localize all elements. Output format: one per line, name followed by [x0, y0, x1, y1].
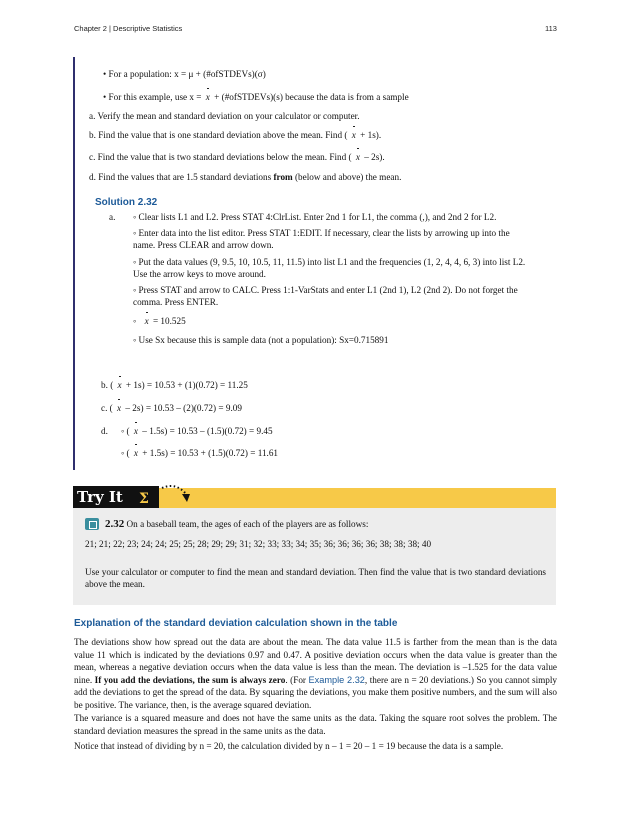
solution-d2-post: + 1.5s) = 10.53 + (1.5)(0.72) = 11.61 [142, 448, 279, 458]
try-it-title: Try It [77, 488, 123, 506]
solution-a-label: a. [109, 212, 116, 222]
example-sidebar-rule [73, 57, 75, 470]
solution-c [101, 402, 242, 414]
running-header-chapter: Chapter 2 | Descriptive Statistics [74, 24, 183, 33]
solution-a4: ◦ Press STAT and arrow to CALC. Press 1:1-VarStats and enter L1 (2nd 1), L2 (2nd 2). Do not forget the comma. Press ENTER. [133, 285, 518, 307]
solution-d1-post: – 1.5s) = 10.53 – (1.5)(0.72) = 9.45 [142, 426, 273, 436]
solution-b [101, 379, 248, 391]
explanation-paragraph-3: Notice that instead of dividing by n = 20, the calculation divided by n – 1 = 20 – 1 = 19 because the data is a sample. [74, 741, 504, 751]
solution-b-post: + 1s) = 10.53 + (1)(0.72) = 11.25 [125, 380, 248, 390]
step-c-pre: c. Find the value that is two standard deviations below the mean. Find ( [89, 152, 352, 162]
x-bar-symbol: x [205, 92, 210, 102]
solution-d-label: d. [101, 426, 108, 436]
x-bar-symbol: x [133, 426, 138, 436]
explanation-paragraph-2: The variance is a squared measure and does not have the same units as the data. Taking the square root solves the problem. The standard deviation measures the spread in the same units as the data. [74, 713, 557, 736]
solution-a5 [133, 315, 186, 327]
solution-c-post: – 2s) = 10.53 – (2)(0.72) = 9.09 [125, 403, 242, 413]
solution-d2 [121, 447, 278, 459]
explanation-heading: Explanation of the standard deviation calculation shown in the table [74, 618, 398, 629]
x-bar-symbol: x [355, 152, 360, 162]
x-bar-symbol: x [351, 130, 356, 140]
step-b [89, 129, 381, 141]
try-it-prompt: On a baseball team, the ages of each of the players are as follows: [126, 519, 369, 529]
try-it-tab [73, 486, 159, 509]
solution-a3: ◦ Put the data values (9, 9.5, 10, 10.5, 11, 11.5) into list L1 and the frequencies (1, 2, 4, 4, 6, 3) into list L2. Use the arrow keys to move around. [133, 257, 526, 279]
solution-a5-post: = 10.525 [152, 316, 186, 326]
explanation-paragraph-1 [74, 636, 557, 712]
try-it-number: 2.32 [105, 518, 125, 530]
explanation-p1-text-2: . (For [285, 674, 306, 685]
solution-d1-pre: ◦ ( [121, 426, 130, 436]
step-d-bold: from [273, 172, 293, 182]
step-c [89, 151, 385, 163]
x-bar-symbol: x [133, 448, 138, 458]
explanation-p1-text-3: , there are n = 20 deviations.) So you cannot simply add the deviations to get the spread of the data. By squaring the deviations, you make them positive numbers, and the sum will also be positive. The variance, then, is the average squared deviation. [74, 674, 558, 710]
bullet-example-pre: • For this example, use x = [103, 92, 202, 102]
bullet-population: • For a population: x = μ + (#ofSTDEVs)(σ) [103, 69, 266, 79]
x-bar-symbol: x [144, 316, 149, 326]
bullet-example-post: + (#ofSTDEVs)(s) because the data is from a sample [214, 92, 409, 102]
sigma-icon: Σ [139, 491, 149, 507]
step-b-pre: b. Find the value that is one standard deviation above the mean. Find ( [89, 130, 348, 140]
solution-d1 [121, 425, 273, 437]
dotted-arrow-icon [160, 482, 192, 506]
solution-a5-bullet: ◦ [133, 316, 137, 326]
step-d-pre: d. Find the values that are 1.5 standard deviations [89, 172, 272, 182]
page-number: 113 [545, 24, 557, 33]
solution-b-pre: b. ( [101, 380, 114, 390]
step-a: a. Verify the mean and standard deviation on your calculator or computer. [89, 111, 360, 121]
explanation-p1-text: The deviations show how spread out the data are about the mean. The data value 11.5 is farther from the mean than is the data value 11 which is indicated by the deviations 0.97 and 0.47. A positive deviation occurs when the data value is greater than the mean, whereas a negative deviation occurs when the data value is less than the mean. The deviation is –1.525 for the data value nine. [74, 637, 557, 685]
solution-d2-pre: ◦ ( [121, 448, 130, 458]
x-bar-symbol: x [117, 403, 122, 413]
x-bar-symbol: x [117, 380, 122, 390]
solution-title: Solution 2.32 [95, 197, 158, 208]
solution-c-pre: c. ( [101, 403, 113, 413]
step-c-post: – 2s). [364, 152, 385, 162]
try-it-cube-icon [85, 518, 99, 530]
example-link[interactable]: Example 2.32 [308, 674, 365, 685]
step-d [89, 171, 401, 183]
solution-a6: ◦ Use Sx because this is sample data (not a population): Sx=0.715891 [133, 335, 389, 345]
explanation-p1-bold: If you add the deviations, the sum is always zero [94, 674, 286, 685]
bullet-example [103, 91, 409, 103]
try-it-question: Use your calculator or computer to find the mean and standard deviation. Then find the value that is two standard deviations above the mean. [85, 567, 546, 589]
step-d-post: (below and above) the mean. [295, 172, 402, 182]
try-it-data: 21; 21; 22; 23; 24; 24; 25; 25; 28; 29; 29; 31; 32; 33; 33; 34; 35; 36; 36; 36; 36; 38; 38; 38; 40 [85, 539, 432, 549]
solution-a1: ◦ Clear lists L1 and L2. Press STAT 4:ClrList. Enter 2nd 1 for L1, the comma (,), and 2nd 2 for L2. [133, 212, 497, 222]
step-b-post: + 1s). [360, 130, 382, 140]
try-it-heading [105, 518, 368, 530]
solution-a2: ◦ Enter data into the list editor. Press STAT 1:EDIT. If necessary, clear the lists by arrowing up into the name. Press CLEAR and arrow down. [133, 228, 510, 250]
